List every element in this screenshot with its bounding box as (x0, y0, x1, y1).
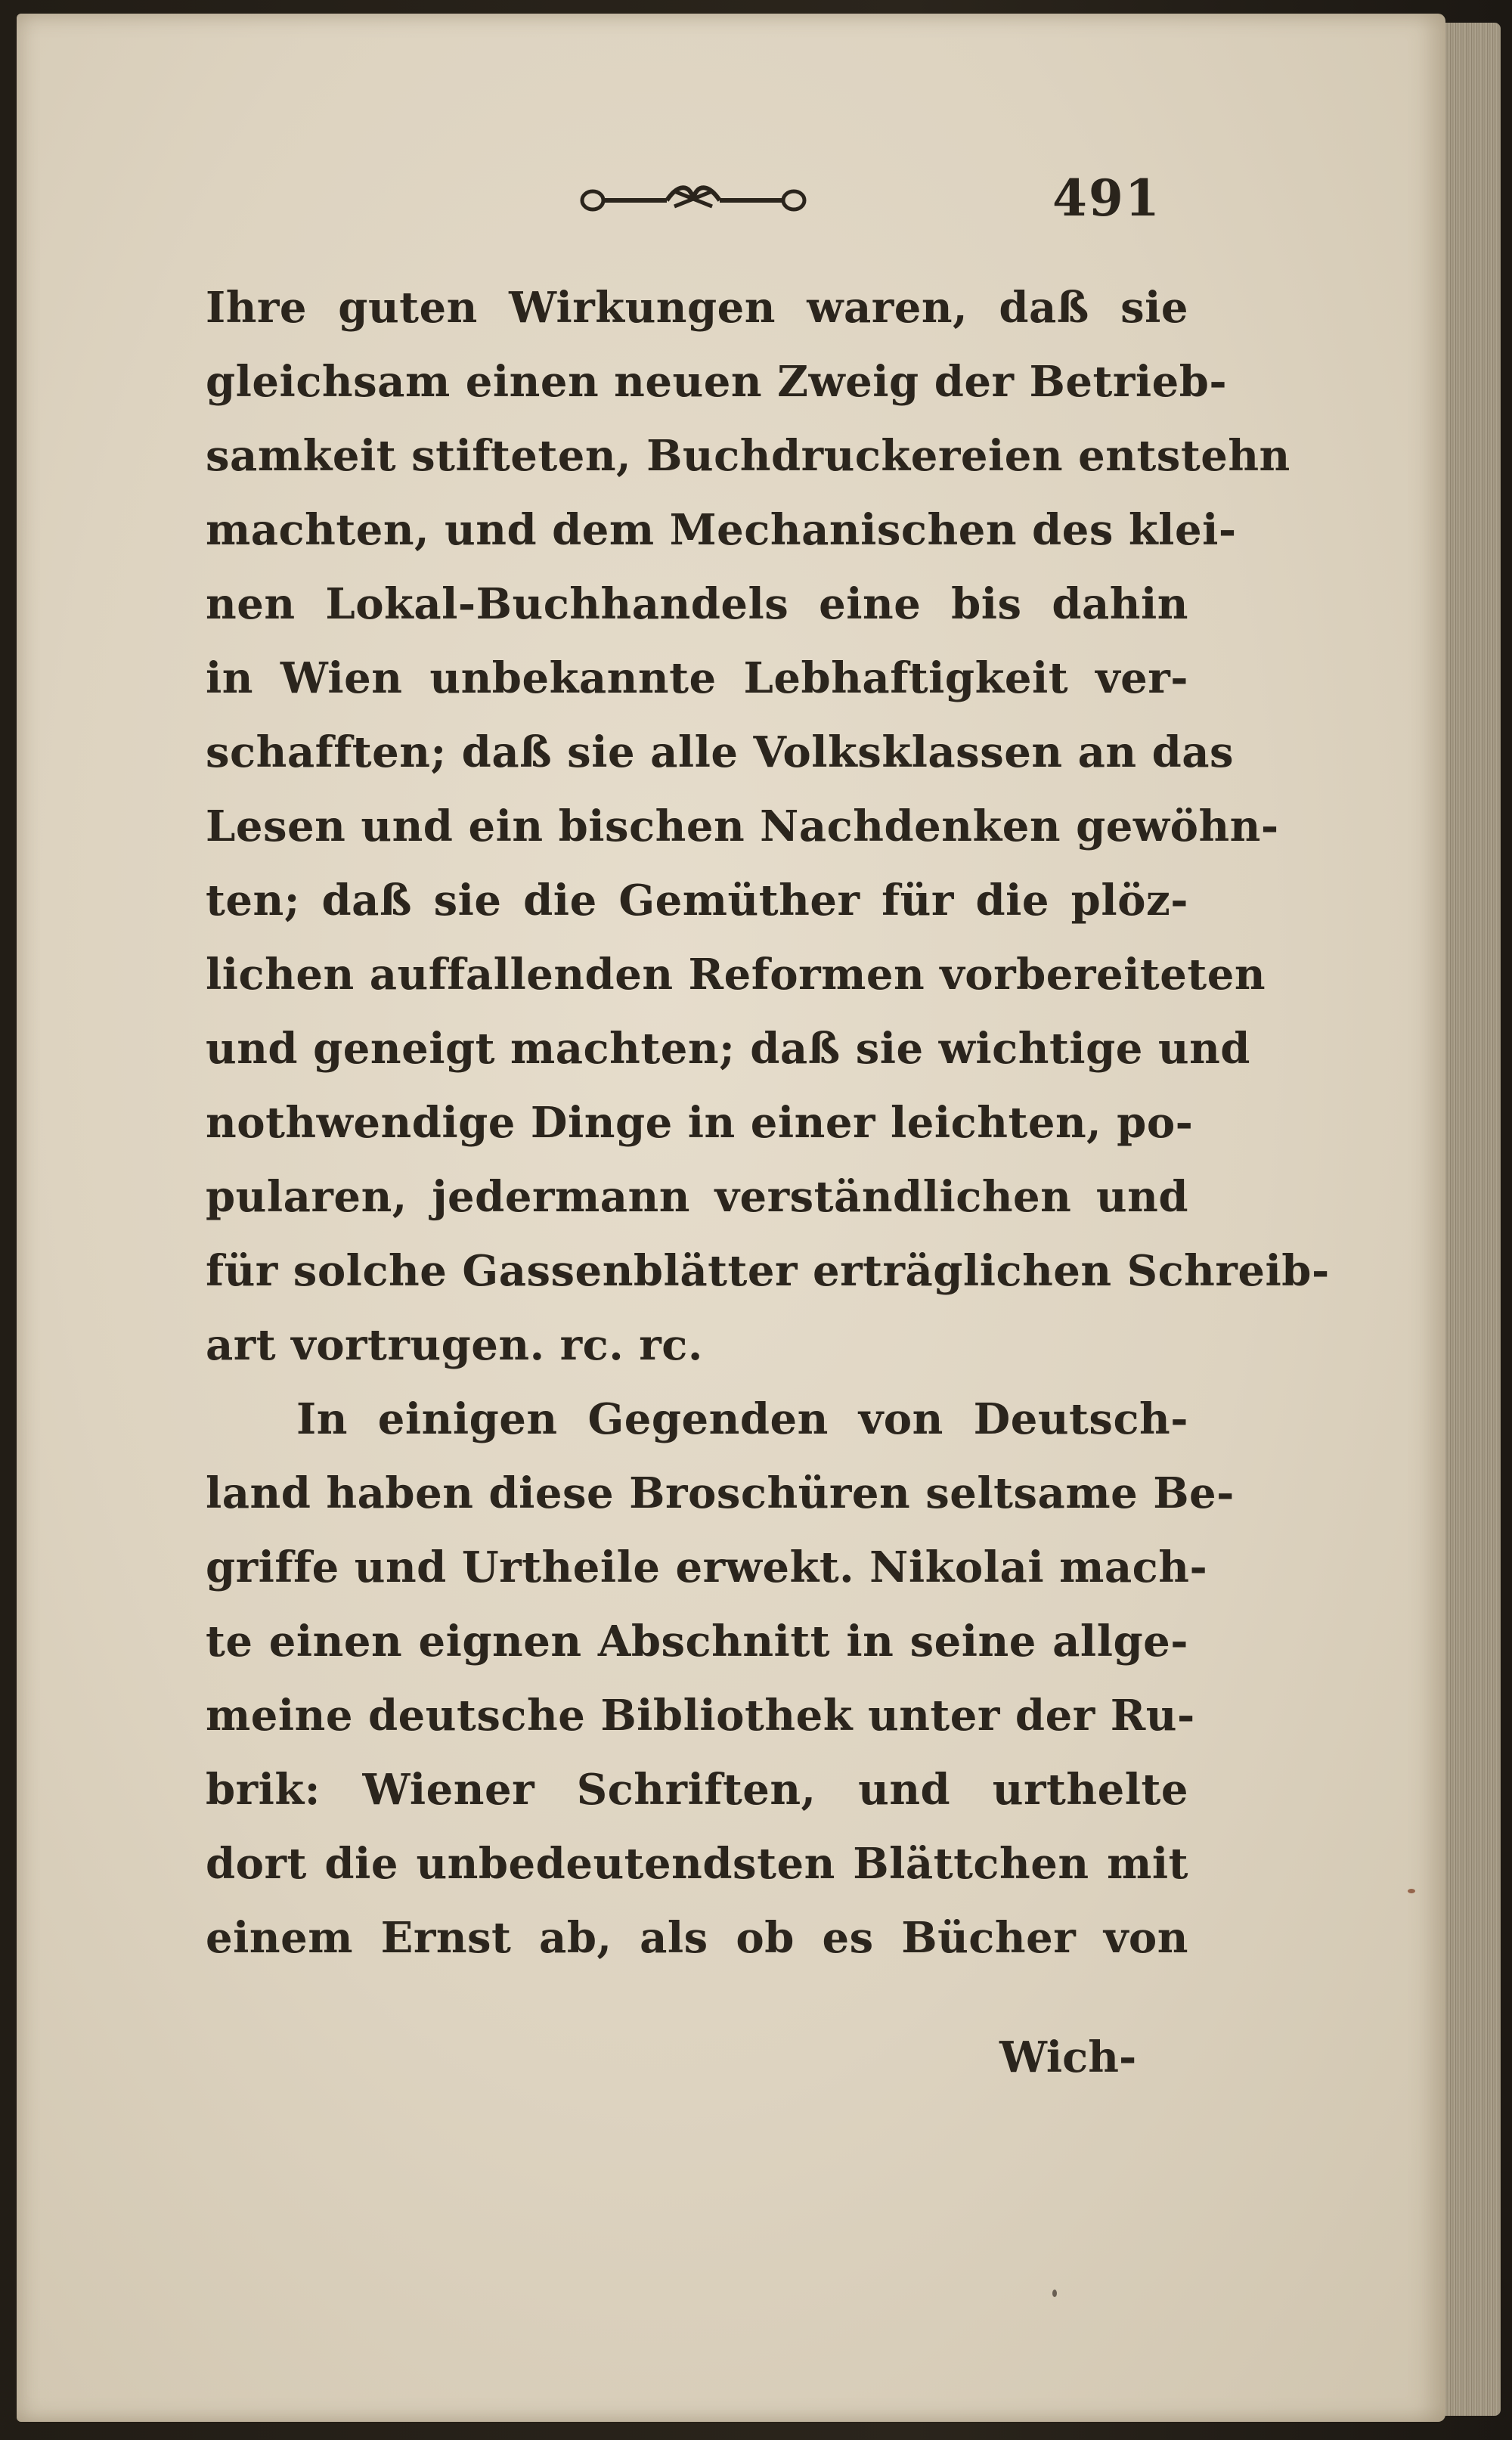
text-line: nen Lokal-Buchhandels eine bis dahin (206, 579, 1188, 629)
running-head (17, 169, 1445, 237)
text-line: in Wien unbekannte Lebhaftigkeit ver- (206, 653, 1188, 703)
text-line: pularen, jedermann verständlichen und (206, 1172, 1188, 1222)
text-line: samkeit stifteten, Buchdruckereien entstehn (206, 431, 1290, 481)
text-line: ten; daß sie die Gemüther für die plöz- (206, 876, 1188, 925)
paper-speck (1408, 1889, 1415, 1893)
text-line: einem Ernst ab, als ob es Bücher von (206, 1913, 1188, 1963)
catchword: Wich- (999, 2032, 1137, 2082)
book-page-edges (1440, 23, 1501, 2416)
text-line: brik: Wiener Schriften, und urthelte (206, 1765, 1188, 1815)
text-line: für solche Gassenblätter erträglichen Schreib- (206, 1246, 1330, 1296)
book-page (17, 14, 1445, 2422)
text-line: meine deutsche Bibliothek unter der Ru- (206, 1691, 1195, 1741)
page-number: 491 (1052, 169, 1161, 228)
text-line: te einen eignen Abschnitt in seine allge- (206, 1617, 1188, 1666)
text-line: Lesen und ein bischen Nachdenken gewöhn- (206, 801, 1279, 851)
ornament-icon (576, 176, 810, 222)
text-line: land haben diese Broschüren seltsame Be- (206, 1468, 1235, 1518)
text-line: In einigen Gegenden von Deutsch- (296, 1394, 1188, 1444)
text-line: nothwendige Dinge in einer leichten, po- (206, 1098, 1194, 1148)
text-line: gleichsam einen neuen Zweig der Betrieb- (206, 357, 1228, 407)
text-line: Ihre guten Wirkungen waren, daß sie (206, 283, 1188, 333)
paper-speck (1052, 2290, 1057, 2297)
text-line: lichen auffallenden Reformen vorbereiteten (206, 950, 1266, 1000)
text-line: machten, und dem Mechanischen des klei- (206, 505, 1237, 555)
text-line: art vortrugen. rc. rc. (206, 1320, 703, 1370)
text-line: und geneigt machten; daß sie wichtige und (206, 1024, 1250, 1074)
text-line: griffe und Urtheile erwekt. Nikolai mach- (206, 1542, 1208, 1592)
body-text (206, 271, 1330, 1975)
text-line: dort die unbedeutendsten Blättchen mit (206, 1839, 1188, 1889)
text-line: schafften; daß sie alle Volksklassen an das (206, 727, 1235, 777)
